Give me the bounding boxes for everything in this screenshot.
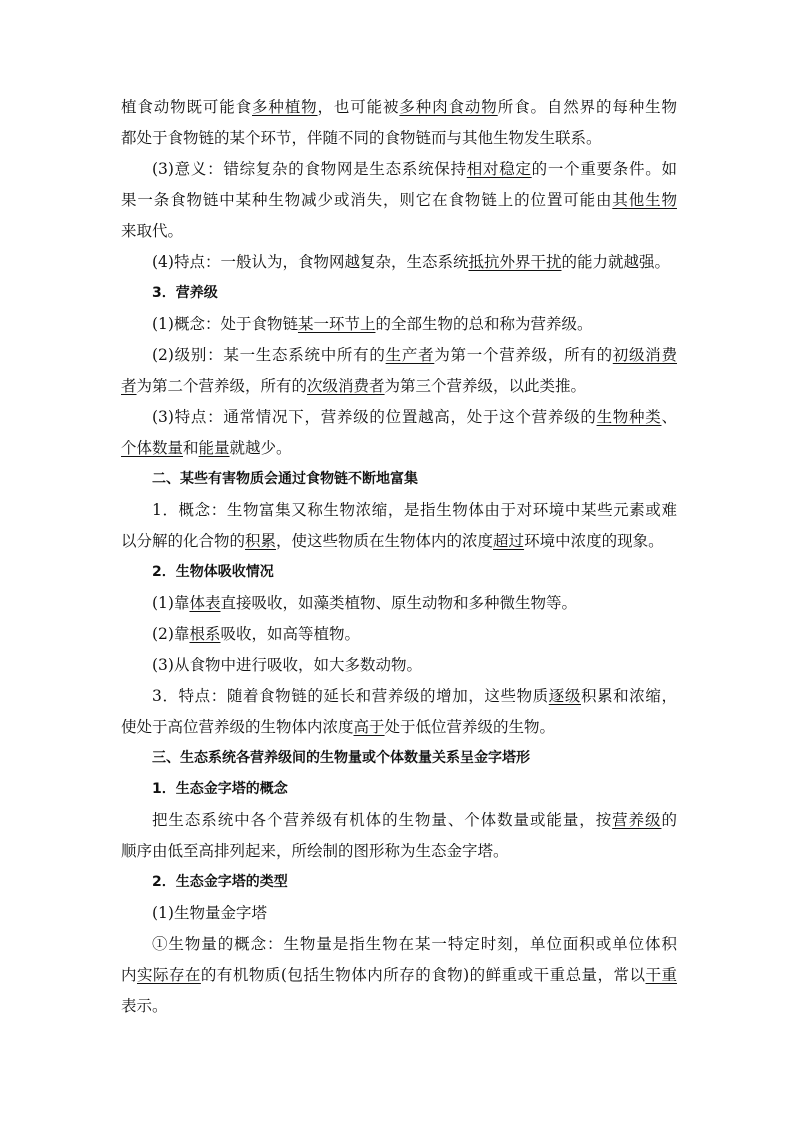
text-run: 都处于食物链的某个环节，伴随不同的食物链而与其他生物发生联系。 xyxy=(121,129,602,147)
text-line xyxy=(121,123,677,154)
text-run: 环境中浓度的现象。 xyxy=(524,532,664,550)
underlined-term: 实际存在 xyxy=(136,966,201,984)
underlined-term: 多种肉食动物 xyxy=(399,98,498,116)
paragraph xyxy=(121,309,677,340)
text-run: 把生态系统中各个营养级有机体的生物量、个体数量或能量，按 xyxy=(152,811,613,829)
section-heading xyxy=(121,464,677,495)
text-run: (3)特点：通常情况下，营养级的位置越高，处于这个营养级的 xyxy=(152,408,597,426)
text-run: 以分解的化合物的 xyxy=(121,532,246,550)
text-run: 处于低位营养级的生物。 xyxy=(384,718,556,736)
text-run: 和 xyxy=(183,439,199,457)
text-run: 、 xyxy=(661,408,677,426)
paragraph xyxy=(121,805,677,867)
text-run: ，使这些物质在生物体内的浓度 xyxy=(276,532,494,550)
paragraph xyxy=(121,681,677,743)
text-run: 为第三个营养级，以此类推。 xyxy=(384,377,587,395)
text-line xyxy=(121,774,677,805)
text-run: 积累和浓缩， xyxy=(580,687,677,705)
text-run: (1)概念：处于食物链 xyxy=(152,315,298,333)
text-run: 1．概念：生物富集又称生物浓缩，是指生物体由于对环境中某些元素或难 xyxy=(152,501,677,519)
text-run: 的能力就越强。 xyxy=(561,253,670,271)
text-run: 三、生态系统各营养级间的生物量或个体数量关系呈金字塔形 xyxy=(152,750,530,766)
text-line xyxy=(121,340,677,371)
underlined-term: 某一环节上 xyxy=(297,315,376,333)
text-run: 吸收，如高等植物。 xyxy=(220,625,360,643)
section-heading xyxy=(121,774,677,805)
text-run: 来取代。 xyxy=(121,222,184,240)
paragraph xyxy=(121,402,677,464)
text-run: (4)特点：一般认为，食物网越复杂，生态系统 xyxy=(152,253,469,271)
text-line xyxy=(121,867,677,898)
paragraph xyxy=(121,588,677,619)
paragraph xyxy=(121,495,677,557)
underlined-term: 者 xyxy=(121,377,137,395)
underlined-term: 能量 xyxy=(198,439,230,457)
paragraph xyxy=(121,898,677,929)
text-line xyxy=(121,929,677,960)
section-heading xyxy=(121,278,677,309)
text-line xyxy=(121,805,677,836)
text-run: 的全部生物的总和称为营养级。 xyxy=(375,315,593,333)
text-run: 为第一个营养级，所有的 xyxy=(434,346,613,364)
underlined-term: 多种植物 xyxy=(252,98,318,116)
text-line xyxy=(121,185,677,216)
underlined-term: 其他生物 xyxy=(612,191,677,209)
text-line xyxy=(121,433,677,464)
text-run: 表示。 xyxy=(121,997,168,1015)
text-line xyxy=(121,247,677,278)
document-body xyxy=(121,92,677,1022)
text-line xyxy=(121,960,677,991)
paragraph xyxy=(121,247,677,278)
text-run: ①生物量的概念：生物量是指生物在某一特定时刻，单位面积或单位体积 xyxy=(152,935,677,953)
text-line xyxy=(121,712,677,743)
underlined-term: 抵抗外界干扰 xyxy=(468,253,562,271)
text-run: 就越少。 xyxy=(229,439,292,457)
underlined-term: 次级消费者 xyxy=(307,377,385,395)
text-line xyxy=(121,371,677,402)
text-run: ，也可能被 xyxy=(317,98,400,116)
underlined-term: 相对稳定 xyxy=(466,160,532,178)
paragraph xyxy=(121,929,677,1022)
paragraph xyxy=(121,650,677,681)
text-run: 植食动物既可能食 xyxy=(121,98,253,116)
text-run: 2．生物体吸收情况 xyxy=(152,564,274,580)
text-line xyxy=(121,526,677,557)
text-run: 直接吸收，如藻类植物、原生动物和多种微生物等。 xyxy=(220,594,577,612)
underlined-term: 生物种类 xyxy=(596,408,662,426)
text-run: 3．特点：随着食物链的延长和营养级的增加，这些物质 xyxy=(152,687,549,705)
paragraph xyxy=(121,619,677,650)
text-run: 果一条食物链中某种生物减少或消失，则它在食物链上的位置可能由 xyxy=(121,191,613,209)
text-line xyxy=(121,619,677,650)
text-run: (3)从食物中进行吸收，如大多数动物。 xyxy=(152,656,422,674)
text-line xyxy=(121,681,677,712)
text-line xyxy=(121,495,677,526)
underlined-term: 根系 xyxy=(189,625,221,643)
text-line xyxy=(121,309,677,340)
underlined-term: 初级消费 xyxy=(612,346,677,364)
text-line xyxy=(121,991,677,1022)
section-heading xyxy=(121,743,677,774)
text-run: 顺序由低至高排列起来，所绘制的图形称为生态金字塔。 xyxy=(121,842,509,860)
text-line xyxy=(121,743,677,774)
text-run: 内 xyxy=(121,966,137,984)
text-run: 2．生态金字塔的类型 xyxy=(152,874,288,890)
underlined-term: 高于 xyxy=(353,718,385,736)
underlined-term: 逐级 xyxy=(548,687,581,705)
underlined-term: 干重 xyxy=(645,966,677,984)
underlined-term: 生产者 xyxy=(385,346,435,364)
text-run: (1)靠 xyxy=(152,594,190,612)
text-line xyxy=(121,464,677,495)
paragraph xyxy=(121,92,677,154)
text-run: 为第二个营养级，所有的 xyxy=(136,377,308,395)
text-line xyxy=(121,836,677,867)
underlined-term: 体表 xyxy=(189,594,221,612)
text-line xyxy=(121,216,677,247)
text-line xyxy=(121,92,677,123)
text-run: (1)生物量金字塔 xyxy=(152,904,267,922)
text-run: 3．营养级 xyxy=(152,285,218,301)
text-run: 的 xyxy=(661,811,677,829)
underlined-term: 超过 xyxy=(493,532,525,550)
text-run: (3)意义：错综复杂的食物网是生态系统保持 xyxy=(152,160,467,178)
paragraph xyxy=(121,154,677,247)
text-line xyxy=(121,402,677,433)
section-heading xyxy=(121,867,677,898)
text-line xyxy=(121,154,677,185)
text-line xyxy=(121,898,677,929)
text-run: (2)级别：某一生态系统中所有的 xyxy=(152,346,386,364)
underlined-term: 个体数量 xyxy=(121,439,184,457)
text-line xyxy=(121,557,677,588)
text-run: 1．生态金字塔的概念 xyxy=(152,781,288,797)
underlined-term: 积累 xyxy=(245,532,277,550)
text-run: 的一个重要条件。如 xyxy=(531,160,677,178)
text-run: (2)靠 xyxy=(152,625,190,643)
paragraph xyxy=(121,340,677,402)
text-run: 的有机物质(包括生物体内所存的食物)的鲜重或干重总量，常以 xyxy=(200,966,646,984)
text-run: 所食。自然界的每种生物 xyxy=(497,98,677,116)
text-run: 使处于高位营养级的生物体内浓度 xyxy=(121,718,354,736)
text-line xyxy=(121,278,677,309)
text-line xyxy=(121,588,677,619)
section-heading xyxy=(121,557,677,588)
underlined-term: 营养级 xyxy=(612,811,662,829)
text-line xyxy=(121,650,677,681)
text-run: 二、某些有害物质会通过食物链不断地富集 xyxy=(152,471,418,487)
